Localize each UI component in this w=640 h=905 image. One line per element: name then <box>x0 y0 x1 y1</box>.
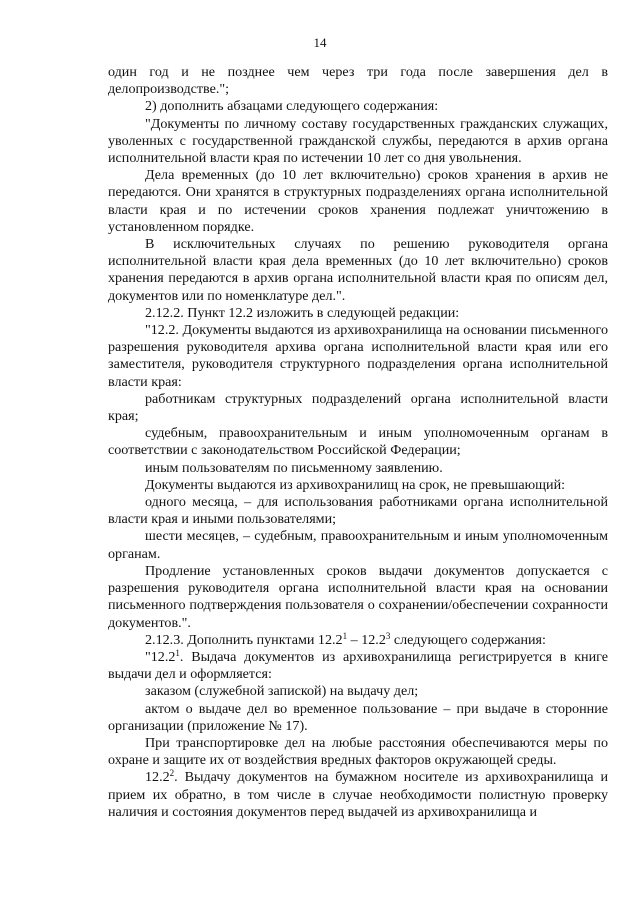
paragraph-12-2-1-before: "12.2 <box>145 648 176 665</box>
list-item-one-month: одного месяца, – для использования работниками органа исполнительной власти края и иными пользователями; <box>108 494 608 528</box>
paragraph-12-2-2 <box>108 769 608 821</box>
page-number: 14 <box>313 35 327 50</box>
list-item-six-months: шести месяцев, – судебным, правоохранительным и иным уполномоченным органам. <box>108 528 608 562</box>
paragraph-12-2: "12.2. Документы выдаются из архивохранилища на основании письменного разрешения руководителя архива органа исполнительной власти края или его заместителя, руководителя структурного подразделения органа исполнительной власти края: <box>108 322 608 390</box>
paragraph-amendment-2: 2) дополнить абзацами следующего содержания: <box>145 98 439 115</box>
paragraph-2-12-3-after: следующего содержания: <box>390 631 546 648</box>
paragraph-transportation: При транспортировке дел на любые расстояния обеспечиваются меры по охране и защите их от воздействия вредных факторов окружающей среды. <box>108 734 608 769</box>
superscript: 2 <box>169 768 175 779</box>
list-item-employees: работникам структурных подразделений органа исполнительной власти края; <box>108 390 608 425</box>
list-item-order: заказом (служебной запиской) на выдачу дел; <box>145 683 419 700</box>
paragraph-personnel-documents: "Документы по личному составу государственных гражданских служащих, уволенных с государственной гражданской службы, передаются в архив органа исполнительной власти края по истечении 10 лет со дня увольнения. <box>108 115 608 167</box>
paragraph-2-12-2: 2.12.2. Пункт 12.2 изложить в следующей редакции: <box>145 304 460 321</box>
superscript: 1 <box>175 647 180 658</box>
paragraph-12-2-2-before: 12.2 <box>145 769 170 786</box>
paragraph-12-2-1 <box>108 649 608 683</box>
list-item-judicial-bodies: судебным, правоохранительным и иным уполномоченным органам в соответствии с законодательством Российской Федерации; <box>108 425 608 459</box>
superscript: 1 <box>342 630 348 641</box>
paragraph-12-2-1-after: . Выдача документов из архивохранилища регистрируется в книге выдачи дел и оформляется: <box>108 648 608 683</box>
document-body <box>108 64 608 821</box>
paragraph-issue-term: Документы выдаются из архивохранилищ на срок, не превышающий: <box>145 476 566 493</box>
list-item-other-users: иным пользователям по письменному заявлению. <box>145 459 443 476</box>
paragraph-2-12-3 <box>108 632 608 649</box>
paragraph-2-12-3-before: 2.12.3. Дополнить пунктами 12.2 <box>145 631 343 648</box>
paragraph-2-12-3-middle: – 12.2 <box>347 631 386 648</box>
list-item-act: актом о выдаче дел во временное пользование – при выдаче в сторонние организации (приложение № 17). <box>108 700 608 734</box>
paragraph-continuation: один год и не позднее чем через три года после завершения дел в делопроизводстве."; <box>108 64 608 98</box>
paragraph-12-2-2-after: . Выдачу документов на бумажном носителе из архивохранилища и прием их обратно, в том числе в случае необходимости полистную проверку наличия и состояния документов перед выдачей из архивохранилища и <box>108 769 608 820</box>
paragraph-exceptional-cases: В исключительных случаях по решению руководителя органа исполнительной власти края дела временных (до 10 лет включительно) сроков хранения передаются в архив органа исполнительной власти края по описям дел, документов или по номенклатуре дел.". <box>108 236 608 304</box>
superscript: 3 <box>385 630 391 641</box>
paragraph-temporary-files: Дела временных (до 10 лет включительно) сроков хранения в архив не передаются. Они хранятся в структурных подразделениях органа исполнительной власти края и по истечении сроков хранения подлежат уничтожению в установленном порядке. <box>108 167 608 235</box>
paragraph-term-extension: Продление установленных сроков выдачи документов допускается с разрешения руководителя органа исполнительной власти края на основании письменного подтверждения пользователя о сохранении/обеспечении сохранности документов.". <box>108 562 608 631</box>
